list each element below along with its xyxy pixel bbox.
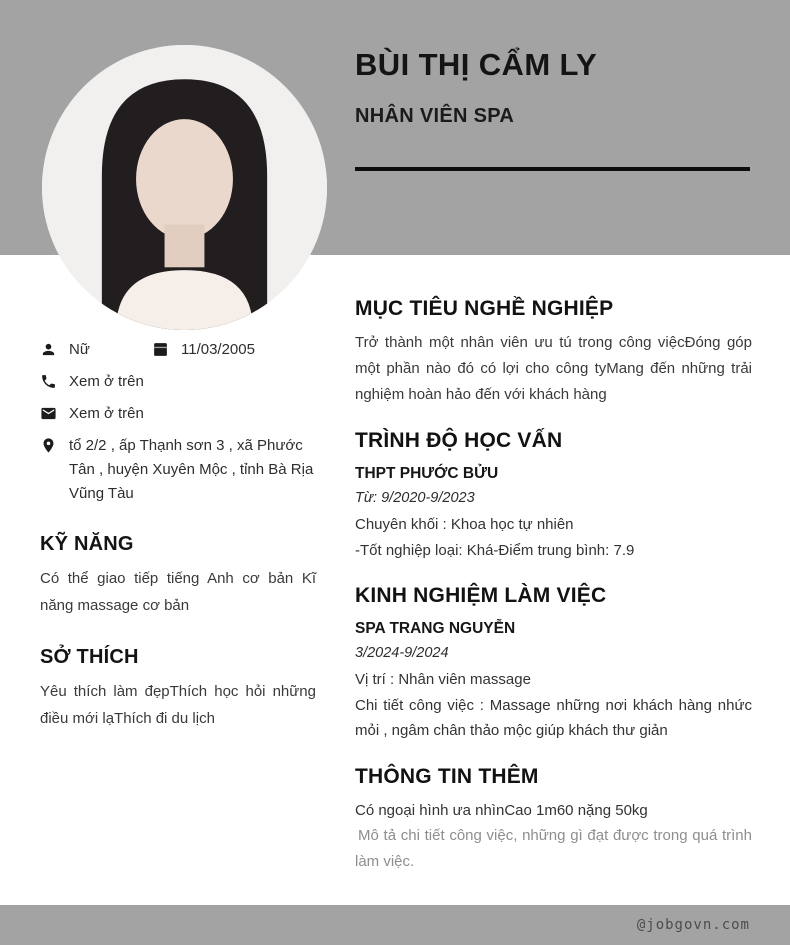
education-section bbox=[355, 429, 752, 563]
experience-detail: Vị trí : Nhân viên massage bbox=[355, 671, 531, 688]
location-pin-icon bbox=[40, 437, 58, 454]
info-row-address bbox=[40, 434, 316, 506]
info-row-gender-birthdate bbox=[40, 338, 316, 362]
experience-period: 3/2024-9/2024 bbox=[355, 645, 449, 661]
profile-photo bbox=[42, 45, 327, 330]
footer-band bbox=[0, 905, 790, 945]
experience-heading: KINH NGHIỆM LÀM VIỆC bbox=[355, 584, 607, 607]
birthdate-field bbox=[152, 338, 255, 362]
additional-info-body: Có ngoại hình ưa nhìnCao 1m60 nặng 50kg bbox=[355, 801, 648, 819]
info-row-phone bbox=[40, 370, 316, 394]
education-heading: TRÌNH ĐỘ HỌC VẤN bbox=[355, 429, 563, 452]
additional-info-section bbox=[355, 765, 752, 875]
hobbies-body: Yêu thích làm đẹpThích học hỏi những điều mới lạThích đi du lịch bbox=[40, 683, 316, 727]
gender-value: Nữ bbox=[69, 341, 90, 358]
education-period: Từ: 9/2020-9/2023 bbox=[355, 490, 475, 506]
phone-value: Xem ở trên bbox=[69, 373, 144, 390]
left-column bbox=[40, 338, 316, 732]
email-icon bbox=[40, 405, 58, 422]
watermark: @jobgovn.com bbox=[636, 917, 750, 933]
email-value: Xem ở trên bbox=[69, 405, 144, 422]
experience-company: SPA TRANG NGUYỄN bbox=[355, 620, 516, 637]
education-detail: -Tốt nghiệp loại: Khá-Điểm trung bình: 7.9 bbox=[355, 541, 635, 559]
calendar-icon bbox=[152, 341, 170, 358]
address-value: tổ 2/2 , ấp Thạnh sơn 3 , xã Phước Tân , huyện Xuyên Mộc , tỉnh Bà Rịa Vũng Tàu bbox=[69, 437, 314, 502]
objective-heading: MỤC TIÊU NGHỀ NGHIỆP bbox=[355, 297, 614, 320]
objective-section bbox=[355, 297, 752, 408]
experience-detail: Chi tiết công việc : Massage những nơi khách hàng nhức mỏi , ngâm chân thảo mộc giúp khách thư giản bbox=[355, 696, 752, 739]
education-school: THPT PHƯỚC BỬU bbox=[355, 465, 499, 482]
phone-icon bbox=[40, 373, 58, 390]
info-row-email bbox=[40, 402, 316, 426]
skills-heading: KỸ NĂNG bbox=[40, 533, 134, 555]
objective-body: Trở thành một nhân viên ưu tú trong công việcĐóng góp một phần nào đó có lợi cho công tyMang đến những trải nghiệm hoàn hảo đến với khách hàng bbox=[355, 334, 752, 403]
job-title: NHÂN VIÊN SPA bbox=[355, 105, 515, 127]
right-column bbox=[355, 297, 752, 895]
education-detail: Chuyên khối : Khoa học tự nhiên bbox=[355, 516, 574, 533]
additional-info-placeholder: Mô tả chi tiết công việc, những gì đạt được trong quá trình làm việc. bbox=[355, 827, 752, 870]
skills-body: Có thể giao tiếp tiếng Anh cơ bản Kĩ năng massage cơ bản bbox=[40, 570, 316, 614]
person-icon bbox=[40, 341, 58, 358]
hobbies-heading: SỞ THÍCH bbox=[40, 646, 139, 668]
person-name: BÙI THỊ CẨM LY bbox=[355, 47, 598, 82]
experience-section bbox=[355, 584, 752, 744]
birthdate-value: 11/03/2005 bbox=[181, 341, 255, 358]
header-divider bbox=[355, 167, 750, 171]
gender-field bbox=[40, 338, 152, 362]
additional-info-heading: THÔNG TIN THÊM bbox=[355, 764, 539, 788]
portrait-illustration bbox=[42, 45, 327, 330]
